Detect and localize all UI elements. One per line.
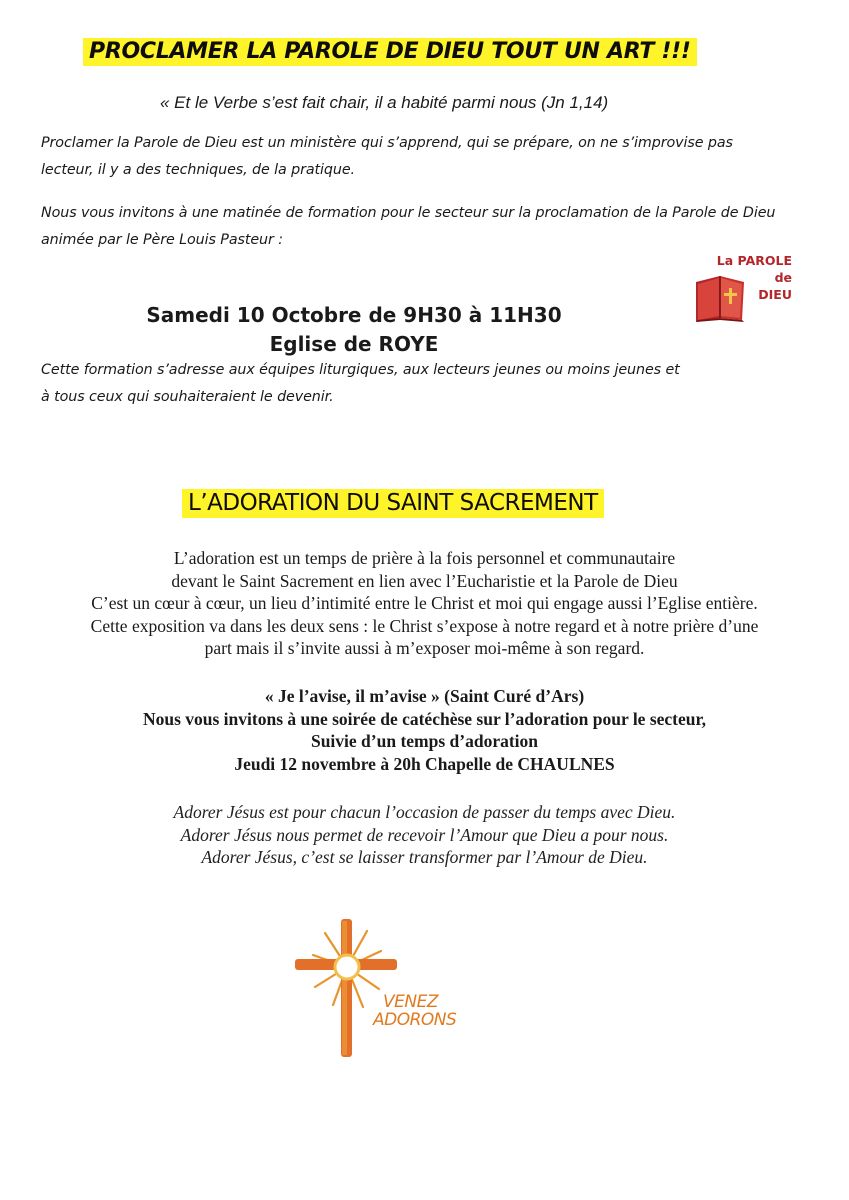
italic-line: Adorer Jésus, c’est se laisser transformer par l’Amour de Dieu. (201, 847, 648, 867)
body-line: C’est un cœur à cœur, un lieu d’intimité entre le Christ et moi qui engage aussi l’Eglise entière. (91, 593, 758, 613)
scripture-quote: « Et le Verbe s’est fait chair, il a habité parmi nous (Jn 1,14) (160, 93, 609, 112)
invitation-paragraph: Nous vous invitons à une matinée de formation pour le secteur sur la proclamation de la Parole de Dieu animée par le Père Louis Pasteur : (41, 205, 776, 248)
radiant-cross-icon (285, 915, 405, 1060)
section-title-adoration: L’ADORATION DU SAINT SACREMENT (182, 489, 604, 518)
parole-de-dieu-logo (690, 250, 800, 330)
bible-book-icon (692, 272, 748, 324)
venez-adorons-logo (285, 915, 485, 1060)
section-title-proclamer: PROCLAMER LA PAROLE DE DIEU TOUT UN ART !!! (83, 38, 697, 66)
audience-paragraph: Cette formation s’adresse aux équipes liturgiques, aux lecteurs jeunes ou moins jeunes et à tous ceux qui souhaiteraient le devenir. (41, 362, 680, 405)
event-place: Eglise de ROYE (269, 332, 439, 356)
bold-line: Jeudi 12 novembre à 20h Chapelle de CHAULNES (234, 753, 615, 774)
adoration-body (0, 547, 849, 660)
body-line: part mais il s’invite aussi à m’exposer moi-même à son regard. (204, 638, 645, 658)
adorons-text: ADORONS (373, 1010, 457, 1030)
body-line: devant le Saint Sacrement en lien avec l’Eucharistie et la Parole de Dieu (171, 570, 678, 591)
body-line: Cette exposition va dans les deux sens : le Christ s’expose à notre regard et à notre prière d’une (90, 615, 759, 636)
adoration-invitation (0, 685, 849, 775)
venez-text: VENEZ (383, 992, 438, 1012)
intro-paragraph: Proclamer la Parole de Dieu est un ministère qui s’apprend, qui se prépare, on ne s’improvise pas lecteur, il y a des techniques, de la pratique. (41, 135, 733, 178)
bold-line: « Je l’avise, il m’avise » (Saint Curé d’Ars) (264, 686, 585, 706)
logo-line2: de (774, 270, 792, 285)
adoration-reflection (0, 801, 849, 869)
body-line: L’adoration est un temps de prière à la fois personnel et communautaire (173, 548, 676, 568)
italic-line: Adorer Jésus est pour chacun l’occasion de passer du temps avec Dieu. (173, 802, 676, 822)
logo-line3: DIEU (758, 287, 792, 302)
bold-line: Nous vous invitons à une soirée de catéchèse sur l’adoration pour le secteur, (142, 708, 707, 729)
italic-line: Adorer Jésus nous permet de recevoir l’Amour que Dieu a pour nous. (180, 824, 669, 845)
logo-line1: La PAROLE (716, 253, 792, 268)
bold-line: Suivie d’un temps d’adoration (310, 731, 539, 751)
event-date: Samedi 10 Octobre de 9H30 à 11H30 (146, 303, 562, 327)
